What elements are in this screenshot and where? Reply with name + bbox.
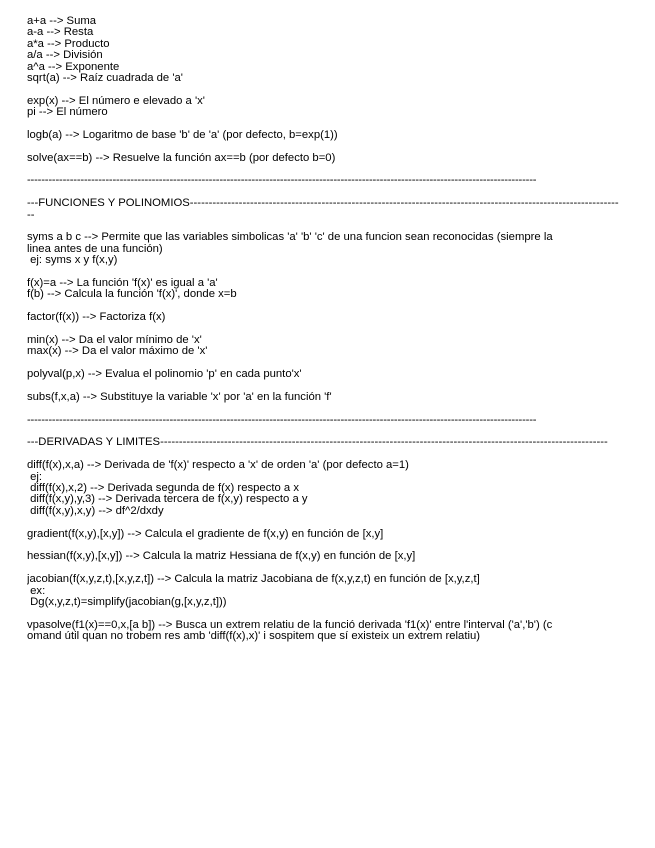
text-line: jacobian(f(x,y,z,t),[x,y,z,t]) --> Calcula la matriz Jacobiana de f(x,y,z,t) en función de [x,y,z,t] bbox=[27, 574, 480, 586]
text-line: -- bbox=[27, 209, 35, 221]
blank-line bbox=[27, 540, 631, 551]
document-text bbox=[27, 16, 631, 642]
text-line: f(b) --> Calcula la función 'f(x)', donde x=b bbox=[27, 289, 237, 301]
text-line: solve(ax==b) --> Resuelve la función ax==b (por defecto b=0) bbox=[27, 152, 336, 164]
blank-line bbox=[27, 164, 631, 175]
text-line: a/a --> División bbox=[27, 50, 103, 62]
text-line: exp(x) --> El número e elevado a 'x' bbox=[27, 95, 205, 107]
text-line: ex: bbox=[27, 585, 46, 597]
blank-line bbox=[27, 403, 631, 414]
text-line: f(x)=a --> La función 'f(x)' es igual a 'a' bbox=[27, 277, 218, 289]
blank-line bbox=[27, 381, 631, 392]
blank-line bbox=[27, 84, 631, 95]
text-line: logb(a) --> Logaritmo de base 'b' de 'a' (por defecto, b=exp(1)) bbox=[27, 129, 338, 141]
blank-line bbox=[27, 301, 631, 312]
blank-line bbox=[27, 563, 631, 574]
separator-line: ----------------------------------------------------------------------------------------------------------------------------------------------- bbox=[27, 175, 537, 187]
blank-line bbox=[27, 119, 631, 130]
text-line: omand útil quan no trobem res amb 'diff(f(x),x)' i sospitem que sí existeix un extrem relatiu) bbox=[27, 631, 481, 643]
text-line: a-a --> Resta bbox=[27, 27, 94, 39]
blank-line bbox=[27, 608, 631, 619]
text-line: min(x) --> Da el valor mínimo de 'x' bbox=[27, 334, 202, 346]
separator-line: ----------------------------------------------------------------------------------------------------------------------------------------------- bbox=[27, 414, 537, 426]
text-line: diff(f(x,y),x,y) --> df^2/dxdy bbox=[27, 505, 164, 517]
text-line: pi --> El número bbox=[27, 107, 108, 119]
blank-line bbox=[27, 141, 631, 152]
blank-line bbox=[27, 449, 631, 460]
blank-line bbox=[27, 426, 631, 437]
text-line: Dg(x,y,z,t)=simplify(jacobian(g,[x,y,z,t])) bbox=[27, 596, 227, 608]
blank-line bbox=[27, 221, 631, 232]
blank-line bbox=[27, 187, 631, 198]
text-line: linea antes de una función) bbox=[27, 243, 163, 255]
text-line: polyval(p,x) --> Evalua el polinomio 'p' en cada punto'x' bbox=[27, 369, 302, 381]
text-line: diff(f(x,y),y,3) --> Derivada tercera de f(x,y) respecto a y bbox=[27, 494, 308, 506]
text-line: a*a --> Producto bbox=[27, 38, 110, 50]
text-line: diff(f(x),x,2) --> Derivada segunda de f(x) respecto a x bbox=[27, 483, 299, 495]
text-line: ej: syms x y f(x,y) bbox=[27, 255, 118, 267]
text-line: sqrt(a) --> Raíz cuadrada de 'a' bbox=[27, 72, 183, 84]
text-line: syms a b c --> Permite que las variables simbolicas 'a' 'b' 'c' de una funcion sean reconocidas (siempre la bbox=[27, 232, 553, 244]
blank-line bbox=[27, 517, 631, 528]
text-line: subs(f,x,a) --> Substituye la variable 'x' por 'a' en la función 'f' bbox=[27, 391, 332, 403]
section-heading: ---FUNCIONES Y POLINOMIOS------------------------------------------------------------------------------------------------------------------ bbox=[27, 198, 619, 210]
blank-line bbox=[27, 358, 631, 369]
section-heading: ---DERIVADAS Y LÍMITES----------------------------------------------------------------------------------------------------------------------- bbox=[27, 437, 608, 449]
text-line: max(x) --> Da el valor máximo de 'x' bbox=[27, 346, 208, 358]
text-line: vpasolve(f1(x)==0,x,[a b]) --> Busca un extrem relatiu de la funció derivada 'f1(x)' entre l'interval ('a','b') (c bbox=[27, 619, 553, 631]
text-line: a+a --> Suma bbox=[27, 16, 97, 27]
blank-line bbox=[27, 324, 631, 335]
blank-line bbox=[27, 267, 631, 278]
text-line: factor(f(x)) --> Factoriza f(x) bbox=[27, 312, 166, 324]
text-line: hessian(f(x,y),[x,y]) --> Calcula la matriz Hessiana de f(x,y) en función de [x,y] bbox=[27, 551, 416, 563]
text-line: ej: bbox=[27, 471, 43, 483]
text-line: gradient(f(x,y),[x,y]) --> Calcula el gradiente de f(x,y) en función de [x,y] bbox=[27, 528, 384, 540]
text-line: a^a --> Exponente bbox=[27, 61, 120, 73]
text-line: diff(f(x),x,a) --> Derivada de 'f(x)' respecto a 'x' de orden 'a' (por defecto a=1) bbox=[27, 460, 409, 472]
